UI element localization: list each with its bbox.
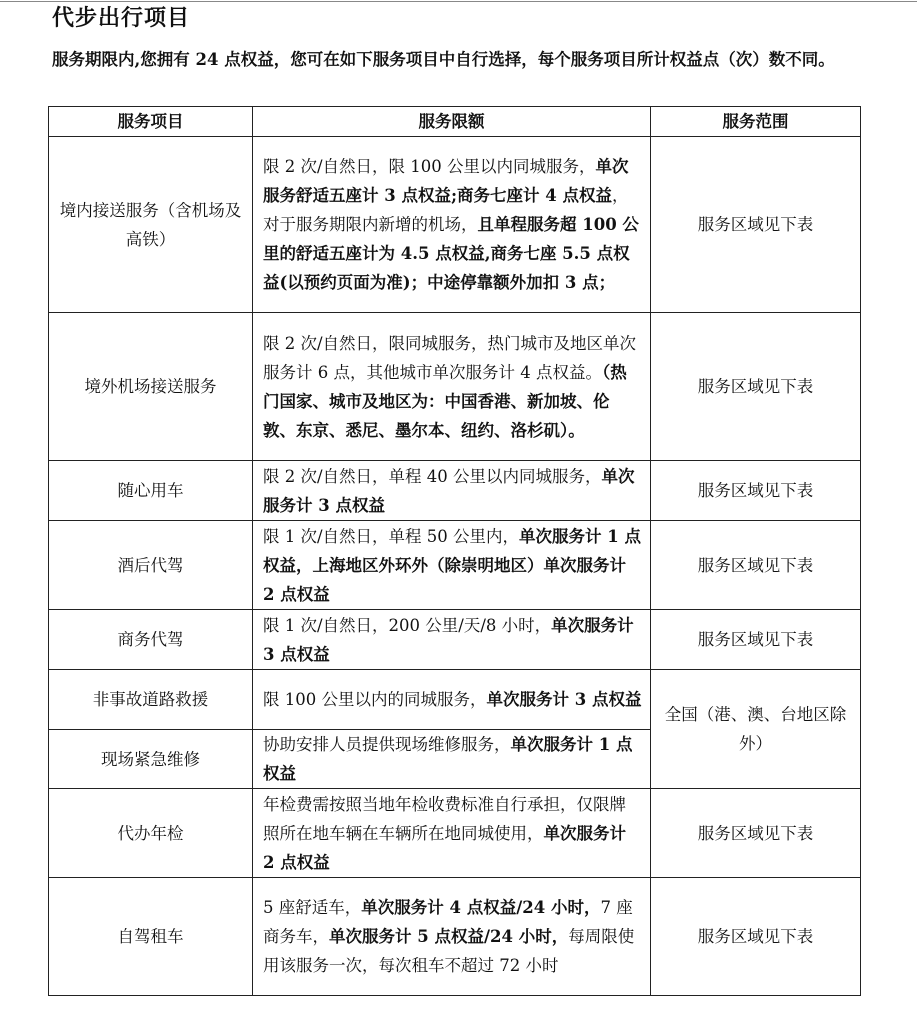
limit-text: 5 座舒适车， [263, 898, 362, 917]
service-name: 自驾租车 [49, 878, 253, 996]
service-name: 境内接送服务（含机场及高铁） [49, 137, 253, 313]
service-name: 非事故道路救援 [49, 670, 253, 730]
limit-text: 限 100 公里以内的同城服务， [263, 690, 487, 709]
service-limit [253, 313, 651, 461]
limit-text: 协助安排人员提供现场维修服务， [263, 735, 511, 754]
limit-text: 限 1 次/自然日，单程 50 公里内， [263, 526, 520, 546]
intro-paragraph: 服务期限内,您拥有 24 点权益，您可在如下服务项目中自行选择，每个服务项目所计权益点（次）数不同。 [52, 50, 835, 69]
limit-text-bold: 且单程服务超 100 公里的舒适五座计为 4.5 点权益,商务七座 5.5 点权益(以预约页面为准)；中途停靠额外加扣 3 点； [263, 215, 639, 292]
limit-text-bold: （热门国家、城市及地区为：中国香港、新加坡、伦敦、东京、悉尼、墨尔本、纽约、洛杉矶）。 [263, 362, 627, 440]
table-row [49, 878, 861, 996]
limit-text: 限 2 次/自然日，限 100 公里以内同城服务， [263, 157, 596, 176]
limit-text: 7 座商务车， [263, 898, 633, 946]
service-name: 随心用车 [49, 461, 253, 521]
header-service: 服务项目 [49, 107, 253, 137]
table-row [49, 137, 861, 313]
service-limit [253, 789, 651, 878]
service-limit [253, 610, 651, 670]
limit-text-bold: 单次服务计 2 点权益 [263, 823, 626, 872]
limit-text-bold: 单次服务计 5 点权益/24 小时， [329, 927, 569, 946]
table-row [49, 313, 861, 461]
table-row [49, 670, 861, 730]
limit-text-bold: 单次服务计 1 点权益，上海地区外环外（除崇明地区）单次服务计 2 点权益 [263, 526, 642, 604]
limit-text: 限 2 次/自然日，单程 40 公里以内同城服务， [263, 466, 602, 486]
service-name: 代办年检 [49, 789, 253, 878]
limit-text: 年检费需按照当地年检收费标准自行承担，仅限牌照所在地车辆在车辆所在地同城使用， [263, 794, 626, 843]
limit-text: 热门城市及地区单次服务计 6 点，其他城市单次服务计 4 点权益。 [263, 333, 637, 382]
service-table [48, 106, 861, 996]
header-range: 服务范围 [651, 107, 861, 137]
service-name: 商务代驾 [49, 610, 253, 670]
limit-text: 限 2 次/自然日，限同城服务， [263, 333, 488, 353]
service-range: 全国（港、澳、台地区除外） [651, 670, 861, 789]
service-range: 服务区域见下表 [651, 521, 861, 610]
limit-text: 限 1 次/自然日，200 公里/天/8 小时， [263, 615, 552, 635]
service-range: 服务区域见下表 [651, 610, 861, 670]
service-name: 境外机场接送服务 [49, 313, 253, 461]
limit-text-bold: 单次服务计 4 点权益/24 小时， [361, 898, 601, 917]
limit-text: ，对于服务期限内新增的机场， [263, 186, 629, 234]
limit-text: 每周限使用该服务一次，每次租车不超过 72 小时 [263, 927, 635, 975]
table-row [49, 521, 861, 610]
page-title: 代步出行项目 [52, 6, 191, 31]
service-limit [253, 137, 651, 313]
service-range: 服务区域见下表 [651, 313, 861, 461]
service-name: 现场紧急维修 [49, 730, 253, 789]
table-header-row [49, 107, 861, 137]
limit-text-bold: 单次服务舒适五座计 3 点权益;商务七座计 4 点权益 [263, 157, 629, 205]
service-limit [253, 461, 651, 521]
service-range: 服务区域见下表 [651, 461, 861, 521]
limit-text-bold: 单次服务计 1 点权益 [263, 735, 633, 783]
service-limit [253, 521, 651, 610]
service-limit [253, 670, 651, 730]
table-row [49, 461, 861, 521]
table-row [49, 789, 861, 878]
limit-text-bold: 单次服务计 3 点权益 [263, 466, 635, 515]
service-range: 服务区域见下表 [651, 878, 861, 996]
table-row [49, 610, 861, 670]
service-name: 酒后代驾 [49, 521, 253, 610]
header-limit: 服务限额 [253, 107, 651, 137]
service-limit [253, 730, 651, 789]
service-range: 服务区域见下表 [651, 789, 861, 878]
limit-text-bold: 单次服务计 3 点权益 [263, 615, 634, 664]
limit-text-bold: 单次服务计 3 点权益 [486, 690, 642, 709]
top-rule [0, 1, 917, 2]
service-limit [253, 878, 651, 996]
service-range: 服务区域见下表 [651, 137, 861, 313]
